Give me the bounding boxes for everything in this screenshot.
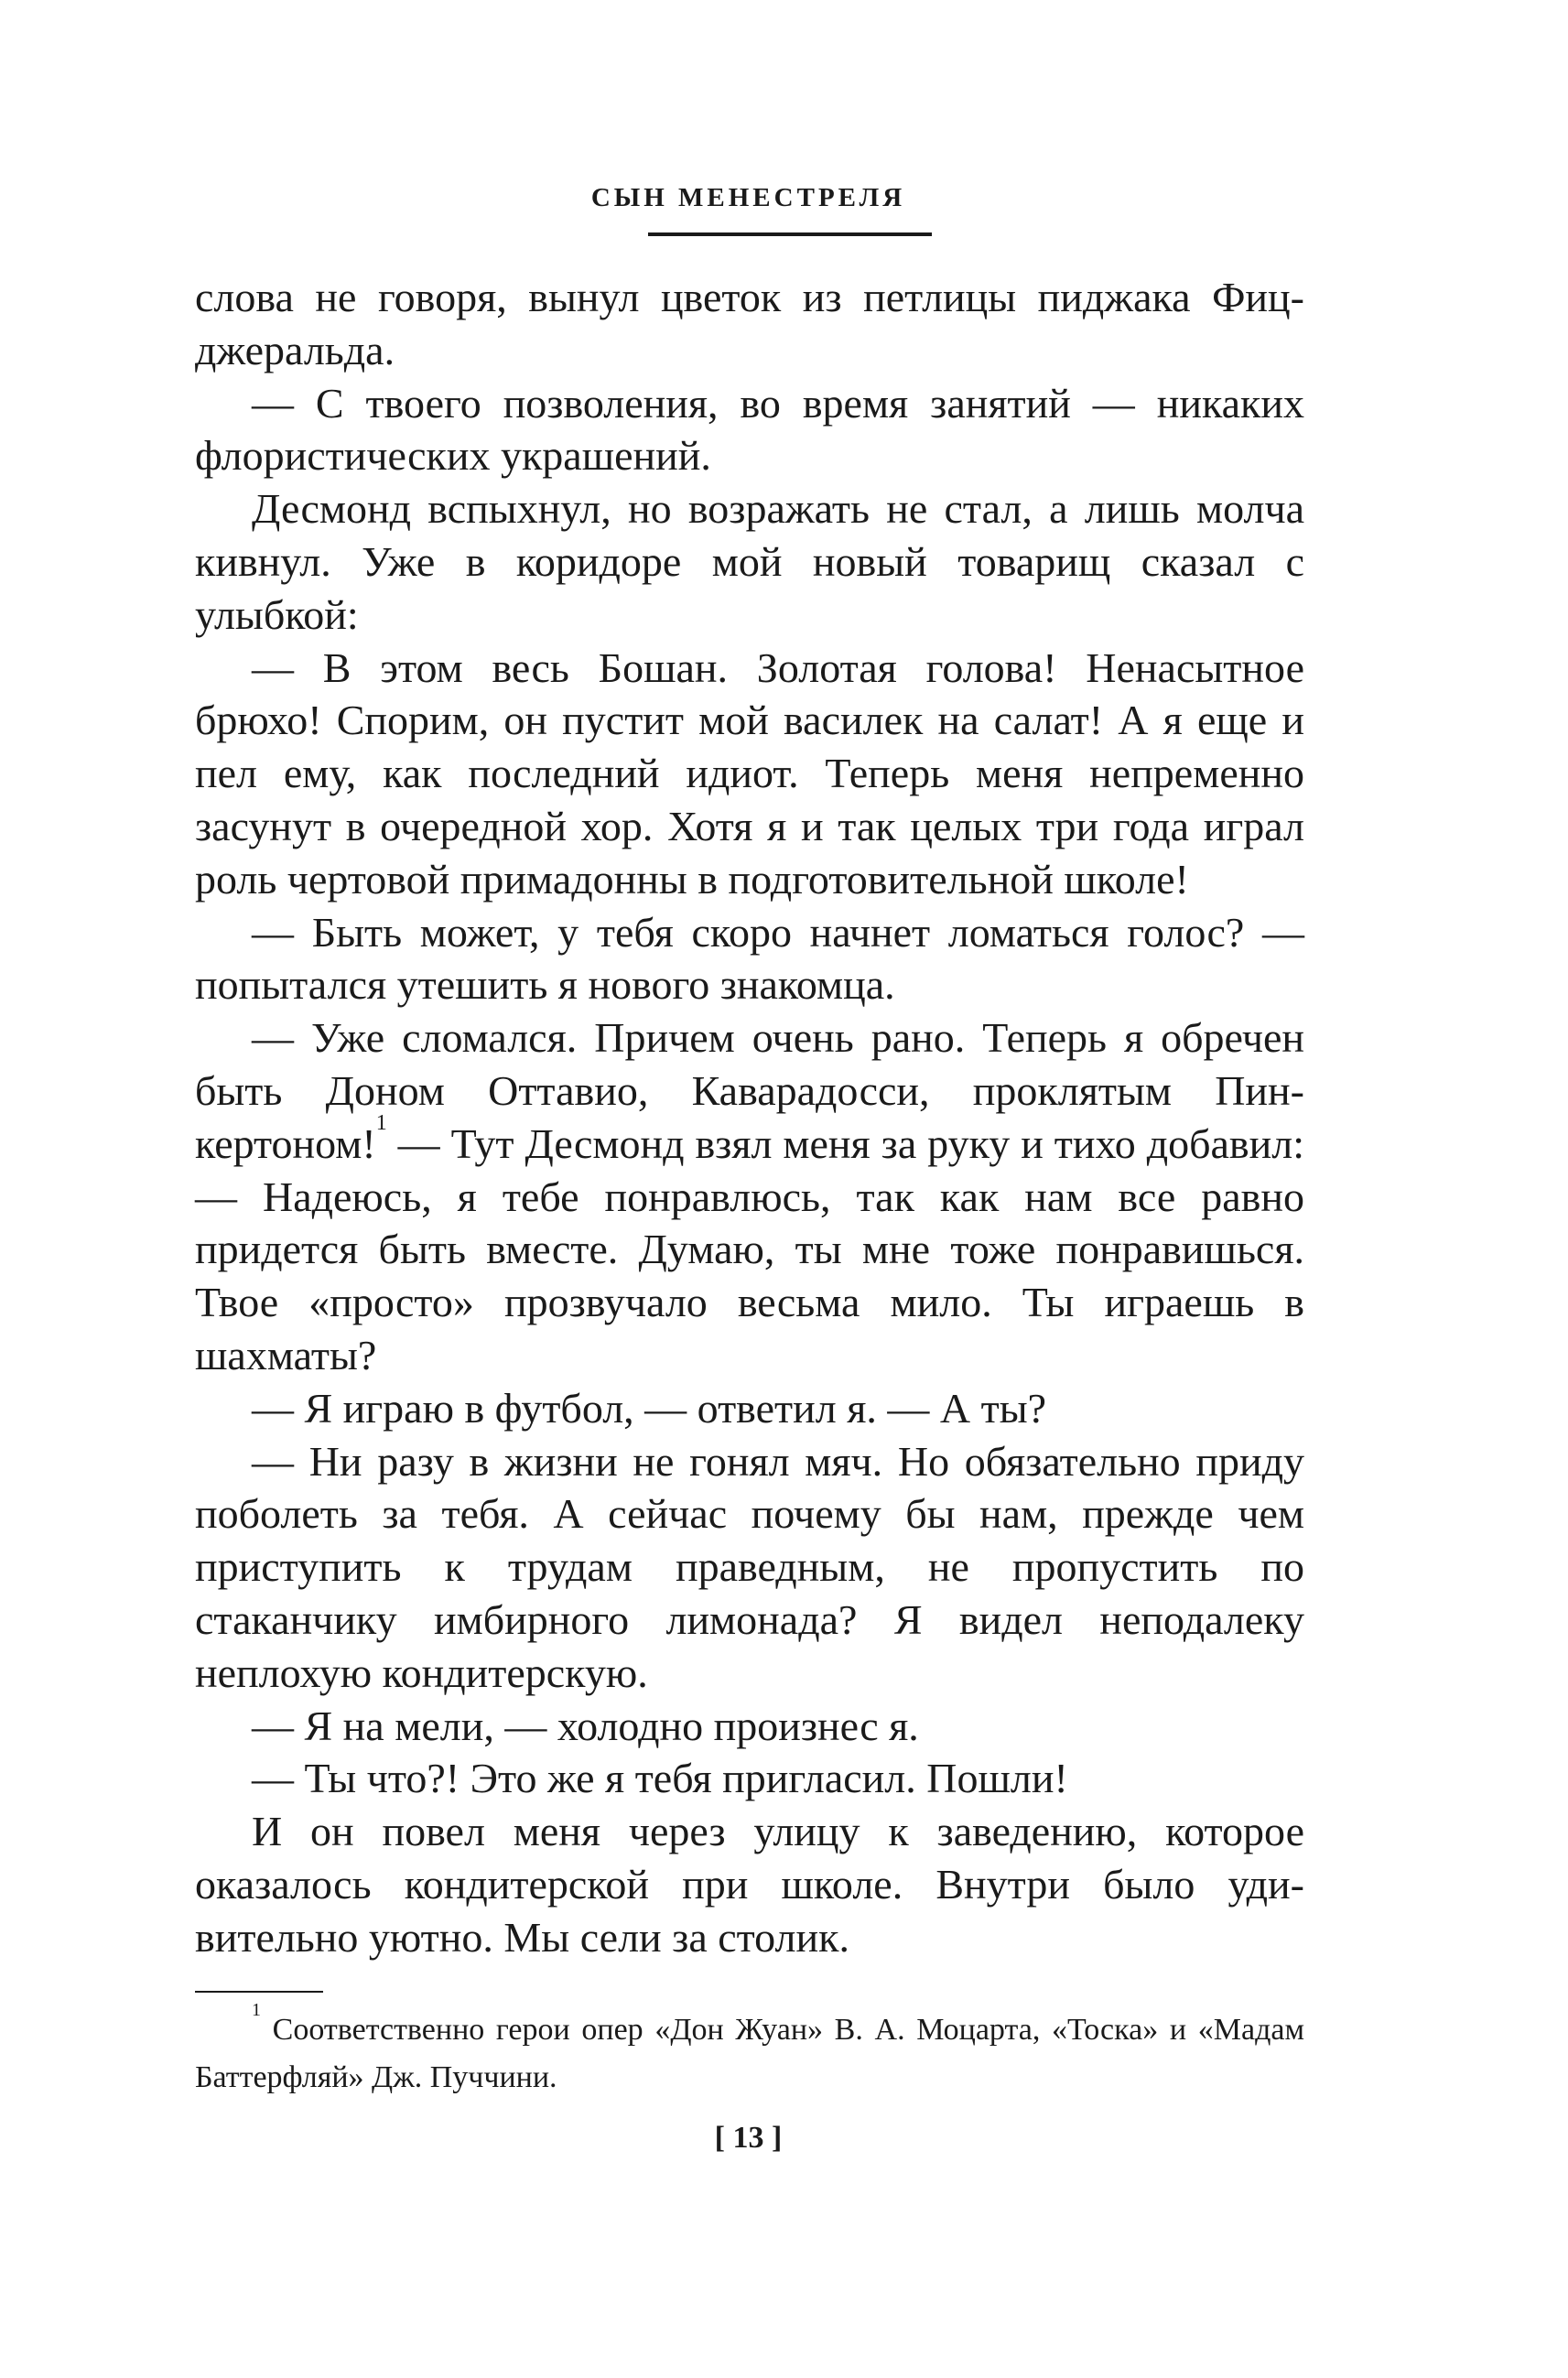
paragraph: — Ты что?! Это же я тебя пригласил. Пошли! (252, 1755, 1068, 1802)
paragraph (195, 1011, 1304, 1382)
footnote-text (195, 2000, 1304, 2102)
footnote-marker: 1 (252, 2000, 261, 2020)
footnote-reference[interactable]: 1 (375, 1110, 387, 1135)
footnote (195, 2000, 1304, 2102)
paragraph: — Быть может, у тебя скоро начнет ломаться голос? — попытался утешить я нового знакомца. (195, 908, 1304, 1009)
main-text (195, 271, 1304, 1964)
paragraph: Десмонд вспыхнул, но возражать не стал, а лишь молча кивнул. Уже в коридоре мой новый товарищ сказал с улыбкой: (195, 485, 1304, 638)
header-rule (648, 232, 932, 236)
footnote-rule (195, 1991, 323, 1993)
running-title: СЫН МЕНЕСТРЕЛЯ (590, 183, 906, 212)
paragraph: — С твоего позволения, во время занятий — никаких флористических украшений. (195, 379, 1304, 480)
paragraph: — В этом весь Бошан. Золотая голова! Ненасытное брюхо! Спорим, он пустит мой василек на салат! А я еще и пел ему, как последний идиот. Теперь меня непременно засунут в очередной хор. Хотя я и так целых три года играл роль чертовой примадонны в подготовительной школе! (195, 643, 1304, 903)
paragraph: — Ни разу в жизни не гонял мяч. Но обязательно приду поболеть за тебя. А сейчас почему бы нам, прежде чем приступить к трудам праведным, не пропустить по стаканчику имбирного лимонада? Я видел неподалеку неплохую кондитерскую. (195, 1437, 1304, 1696)
paragraph-part: — Тут Десмонд взял меня за руку и тихо добавил: — Надеюсь, я тебе понравлюсь, так как нам все равно придется быть вместе. Думаю, ты мне тоже понравишься. Твое «просто» прозвучало весьма мило. Ты играешь в шахматы? (195, 1119, 1304, 1378)
paragraph: И он повел меня через улицу к заведению, которое оказалось кондитерской при школе. Внутри было удивительно уютно. Мы сели за столик. (195, 1808, 1304, 1961)
paragraph: — Я на мели, — холодно произнес я. (252, 1702, 919, 1749)
paragraph-part: — Уже сломался. Причем очень рано. Теперь я обречен быть Доном Оттавио, Каварадосси, проклятым Пинкертоном! (195, 1014, 1304, 1167)
paragraph: — Я играю в футбол, — ответил я. — А ты? (252, 1384, 1047, 1432)
paragraph: слова не говоря, вынул цветок из петлицы пиджака Фицджеральда. (195, 274, 1304, 373)
page-number: [ 13 ] (714, 2121, 783, 2155)
footnote-body: Соответственно герои опер «Дон Жуан» В. А. Моцарта, «Тоска» и «Мадам Баттерфляй» Дж. Пуччини. (195, 2013, 1304, 2094)
